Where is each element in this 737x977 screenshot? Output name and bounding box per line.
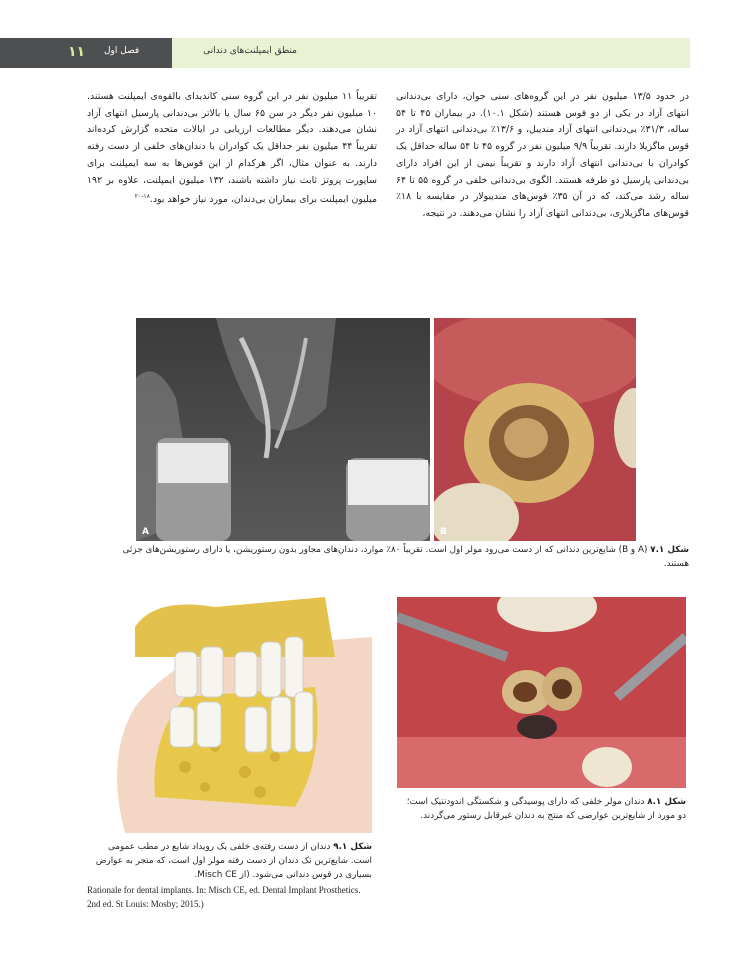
figure-8-caption (397, 795, 686, 823)
figure-9-jaw-illustration (95, 597, 372, 833)
running-title: منطق ایمپلنت‌های دندانی (203, 46, 297, 56)
figure-7-caption-label: شکل ۷.۱ (650, 545, 689, 555)
figure-9-caption (87, 840, 372, 882)
figure-8-caption-text: دندان مولر خلفی که دارای پوسیدگی و شکستگی اندودنتیک است؛ دو مورد از شایع‌ترین عوارضی که منتج به دندان غیرقابل رستور می‌گردند. (406, 797, 686, 821)
figure-8-caption-label: شکل ۸.۱ (647, 797, 686, 807)
figure-9-caption-text: دندان از دست رفته‌ی خلفی یک رویداد شایع در مطب عمومی است. شایع‌ترین تک دندان از دست رفته مولر اول است، که منجر به عوارض بسیاری در قوس دندانی می‌شود. (از Misch CE. (95, 842, 372, 880)
figure-7-label-a: A (142, 527, 149, 537)
extraction-photo-image (397, 597, 686, 788)
figure-7-label-b: B (440, 527, 447, 537)
chapter-label: فصل اول (104, 46, 140, 56)
figure-8-extraction-photo (397, 597, 686, 788)
figure-7-caption (96, 543, 689, 571)
body-text-right-column: در حدود ۱۳/۵ میلیون نفر در این گروه‌های سنی جوان، دارای بی‌دندانی انتهای آزاد در یکی از دو قوس هستند (شکل ۱۰.۱). در بیماران ۴۵ تا ۵۴ ساله، ۳۱/۳٪ بی‌دندانی انتهای آزاد مندیبل، و ۱۳/۶٪ بی‌دندانی انتهای آزاد در قوس ماگزیلا دارند. تقریباً ۹/۹ میلیون نفر در گروه ۴۵ تا ۵۴ ساله حداقل یک کوادران با بی‌دندانی انتهای آزاد دارند و تقریباً نیمی از این افراد دارای بی‌دندانی پارسیل دو طرفه هستند. الگوی بی‌دندانی خلفی در گروه ۵۵ تا ۶۴ ساله رشد می‌کند، که در آن ۳۵٪ قوس‌های مندیبولار در مقایسه با ۱۸٪ قوس‌های ماگزیلاری، بی‌دندانی انتهای آزاد را نشان می‌دهند. در نتیجه، (396, 91, 689, 219)
page-number: ۱۱ (68, 44, 86, 60)
body-text-left-column (87, 89, 377, 209)
clinical-photo-image (434, 318, 636, 541)
chapter-tab (0, 38, 172, 68)
reference-marker: ۱۸-۲۰ (134, 193, 150, 201)
jaw-illustration-image (95, 597, 372, 833)
figure-7b-clinical-photo (434, 318, 636, 541)
figure-9-caption-english: Rationale for dental implants. In: Misch CE, ed. Dental Implant Prosthetics. 2nd ed. St Louis: Mosby; 2015.) (87, 885, 361, 909)
figure-7-caption-text: (A و B) شایع‌ترین دندانی که از دست می‌رود مولر اول است. تقریباً ۸۰٪ موارد، دندان‌های مجاور بدون رستوریشن، یا دارای رستوریشن‌های جزئی هستند. (122, 545, 689, 569)
left-column-text: تقریباً ۱۱ میلیون نفر در این گروه سنی کاندیدای بالقوه‌ی ایمپلنت هستند. ۱۰ میلیون نفر دیگر در سن ۶۵ سال یا بالاتر بی‌دندانی پارسیل انتهای آزاد نشان می‌دهند. دیگر مطالعات ارزیابی در ایالات متحده گزارش کرده‌اند تقریباً ۴۴ میلیون نفر حداقل یک کوادران با دندان‌های خلفی از دست رفته دارند. به عنوان مثال، اگر هرکدام از این قوس‌ها به سه ایمپلنت برای ساپورت پروتز ثابت نیاز داشته باشند، ۱۳۲ میلیون ایمپلنت، علاوه بر ۱۹۲ میلیون ایمپلنت برای بیماران بی‌دندان، مورد نیاز خواهد بود. (87, 91, 377, 206)
figure-7a-radiograph (136, 318, 430, 541)
figure-9-caption-label: شکل ۹.۱ (333, 842, 372, 852)
radiograph-image (136, 318, 430, 541)
